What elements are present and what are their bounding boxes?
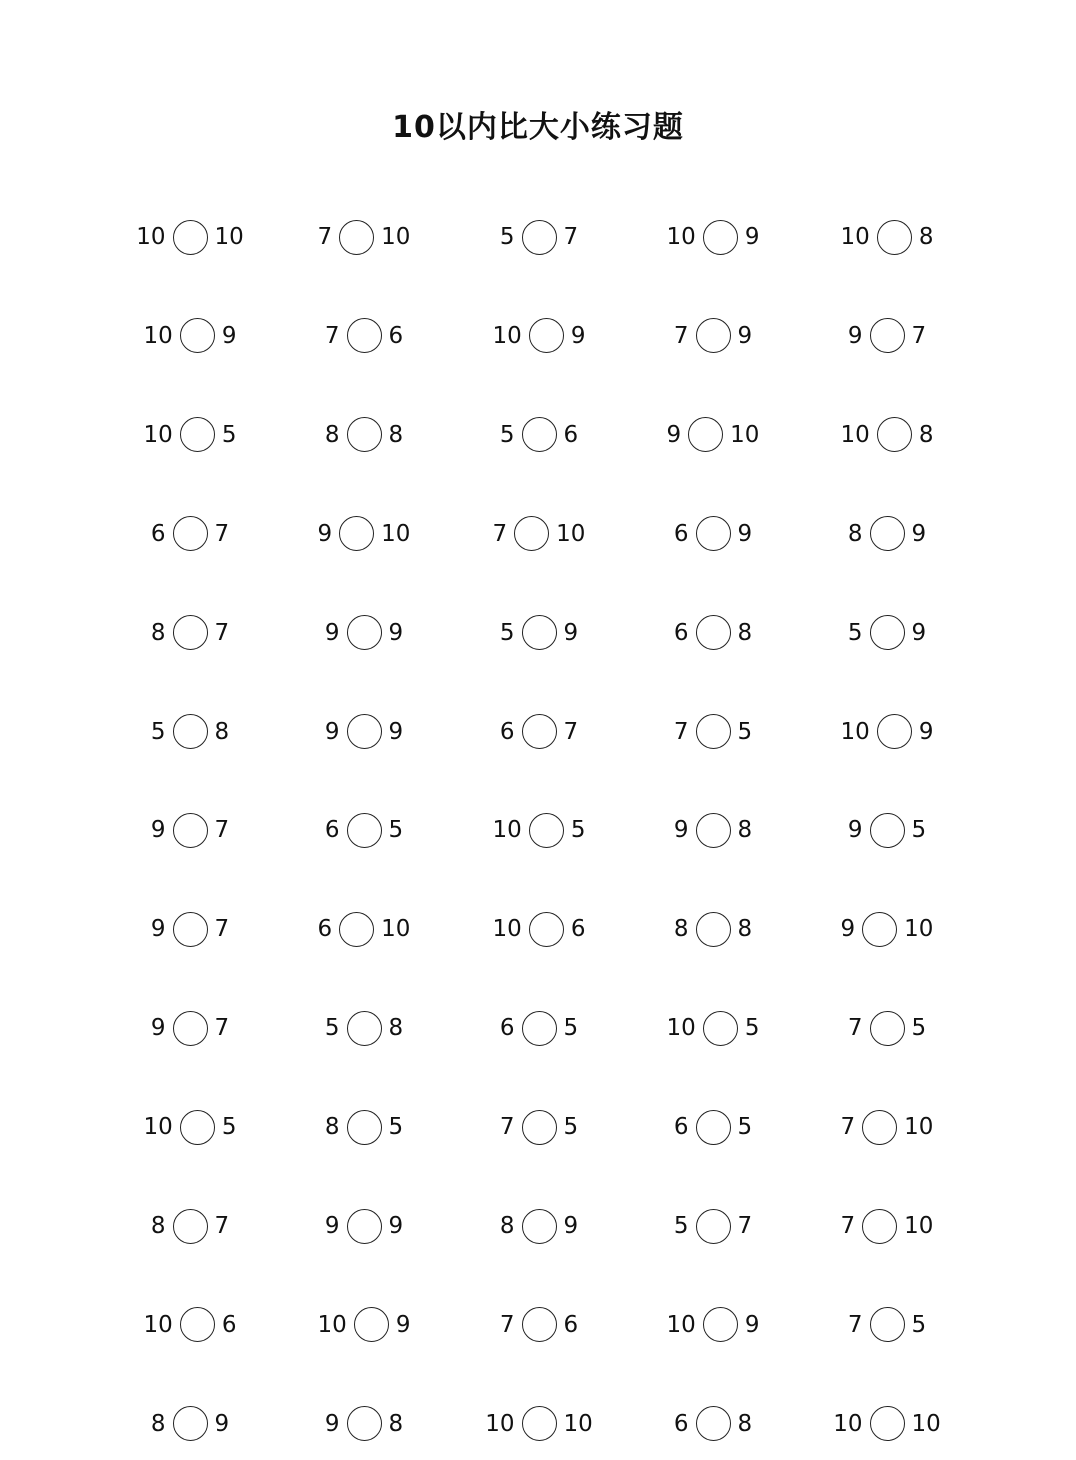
comparison-problem bbox=[802, 712, 972, 752]
answer-circle[interactable] bbox=[877, 714, 912, 749]
comparison-problem bbox=[454, 909, 624, 949]
answer-circle[interactable] bbox=[347, 615, 382, 650]
answer-circle[interactable] bbox=[877, 417, 912, 452]
comparison-problem bbox=[279, 217, 449, 257]
left-number: 7 bbox=[499, 1114, 515, 1141]
comparison-problem bbox=[802, 415, 972, 455]
right-number: 6 bbox=[563, 421, 579, 448]
right-number: 10 bbox=[214, 224, 244, 250]
answer-circle[interactable] bbox=[870, 1406, 905, 1441]
comparison-problem bbox=[802, 1107, 972, 1147]
left-number: 6 bbox=[317, 916, 333, 943]
answer-circle[interactable] bbox=[522, 1406, 557, 1441]
right-number: 5 bbox=[570, 817, 586, 844]
left-number: 9 bbox=[673, 817, 689, 844]
right-number: 9 bbox=[388, 619, 404, 646]
comparison-problem bbox=[628, 909, 798, 949]
comparison-problem bbox=[454, 217, 624, 257]
left-number: 8 bbox=[673, 916, 689, 943]
left-number: 10 bbox=[666, 1311, 696, 1338]
answer-circle[interactable] bbox=[703, 220, 738, 255]
worksheet-title: 10以内比大小练习题 bbox=[392, 110, 684, 145]
answer-circle[interactable] bbox=[173, 1209, 208, 1244]
right-number: 8 bbox=[388, 1410, 404, 1437]
right-number: 5 bbox=[221, 1114, 237, 1141]
answer-circle[interactable] bbox=[870, 813, 905, 848]
comparison-problem bbox=[628, 514, 798, 554]
left-number: 9 bbox=[150, 916, 166, 943]
comparison-problem bbox=[454, 613, 624, 653]
left-number: 5 bbox=[499, 224, 515, 250]
right-number: 9 bbox=[744, 1311, 760, 1338]
right-number: 9 bbox=[911, 619, 927, 646]
answer-circle[interactable] bbox=[696, 615, 731, 650]
left-number: 7 bbox=[840, 1213, 856, 1239]
left-number: 10 bbox=[136, 224, 166, 250]
comparison-problem bbox=[454, 1107, 624, 1147]
comparison-problem bbox=[279, 514, 449, 554]
comparison-problem bbox=[279, 1206, 449, 1246]
right-number: 8 bbox=[918, 224, 934, 250]
comparison-problem bbox=[628, 217, 798, 257]
comparison-problem bbox=[279, 613, 449, 653]
comparison-problem bbox=[105, 217, 275, 257]
comparison-problem bbox=[802, 316, 972, 356]
comparison-problem bbox=[279, 712, 449, 752]
left-number: 6 bbox=[673, 1410, 689, 1437]
left-number: 10 bbox=[143, 322, 173, 349]
right-number: 7 bbox=[214, 817, 230, 844]
right-number: 9 bbox=[395, 1311, 411, 1338]
comparison-problem bbox=[628, 712, 798, 752]
right-number: 5 bbox=[911, 817, 927, 844]
answer-circle[interactable] bbox=[522, 714, 557, 749]
left-number: 6 bbox=[324, 817, 340, 844]
right-number: 10 bbox=[556, 520, 586, 547]
answer-circle[interactable] bbox=[696, 912, 731, 947]
right-number: 7 bbox=[214, 619, 230, 646]
comparison-problem bbox=[279, 1404, 449, 1444]
left-number: 10 bbox=[143, 1114, 173, 1141]
left-number: 10 bbox=[492, 322, 522, 349]
left-number: 7 bbox=[673, 718, 689, 745]
comparison-problem bbox=[628, 415, 798, 455]
answer-circle[interactable] bbox=[696, 714, 731, 749]
left-number: 8 bbox=[847, 520, 863, 547]
answer-circle[interactable] bbox=[870, 1307, 905, 1342]
answer-circle[interactable] bbox=[529, 813, 564, 848]
comparison-problem bbox=[454, 514, 624, 554]
right-number: 9 bbox=[563, 1213, 579, 1239]
right-number: 5 bbox=[388, 1114, 404, 1141]
comparison-problem bbox=[105, 712, 275, 752]
comparison-problem bbox=[105, 613, 275, 653]
answer-circle[interactable] bbox=[173, 220, 208, 255]
comparison-problem bbox=[628, 316, 798, 356]
left-number: 10 bbox=[666, 224, 696, 250]
answer-circle[interactable] bbox=[522, 615, 557, 650]
comparison-problem bbox=[628, 1305, 798, 1345]
left-number: 8 bbox=[150, 1410, 166, 1437]
right-number: 10 bbox=[563, 1410, 593, 1437]
comparison-problem bbox=[802, 909, 972, 949]
comparison-problem bbox=[454, 810, 624, 850]
right-number: 5 bbox=[563, 1114, 579, 1141]
answer-circle[interactable] bbox=[514, 516, 549, 551]
answer-circle[interactable] bbox=[347, 714, 382, 749]
left-number: 7 bbox=[847, 1311, 863, 1338]
answer-circle[interactable] bbox=[354, 1307, 389, 1342]
left-number: 7 bbox=[324, 322, 340, 349]
right-number: 8 bbox=[388, 421, 404, 448]
left-number: 8 bbox=[324, 421, 340, 448]
answer-circle[interactable] bbox=[703, 1011, 738, 1046]
left-number: 6 bbox=[150, 520, 166, 547]
answer-circle[interactable] bbox=[173, 912, 208, 947]
comparison-problem bbox=[802, 1305, 972, 1345]
answer-circle[interactable] bbox=[339, 220, 374, 255]
right-number: 10 bbox=[904, 916, 934, 943]
left-number: 6 bbox=[673, 619, 689, 646]
answer-circle[interactable] bbox=[347, 318, 382, 353]
right-number: 10 bbox=[911, 1410, 941, 1437]
right-number: 7 bbox=[214, 1015, 230, 1042]
right-number: 9 bbox=[570, 322, 586, 349]
right-number: 7 bbox=[563, 224, 579, 250]
answer-circle[interactable] bbox=[339, 912, 374, 947]
answer-circle[interactable] bbox=[870, 615, 905, 650]
left-number: 9 bbox=[324, 1213, 340, 1239]
answer-circle[interactable] bbox=[173, 714, 208, 749]
comparison-problem bbox=[279, 1008, 449, 1048]
answer-circle[interactable] bbox=[180, 318, 215, 353]
left-number: 8 bbox=[324, 1114, 340, 1141]
left-number: 9 bbox=[150, 817, 166, 844]
answer-circle[interactable] bbox=[522, 1011, 557, 1046]
comparison-problem bbox=[105, 1206, 275, 1246]
left-number: 9 bbox=[847, 817, 863, 844]
right-number: 7 bbox=[214, 520, 230, 547]
answer-circle[interactable] bbox=[347, 1209, 382, 1244]
left-number: 10 bbox=[143, 421, 173, 448]
right-number: 5 bbox=[911, 1015, 927, 1042]
comparison-problem bbox=[628, 810, 798, 850]
right-number: 9 bbox=[563, 619, 579, 646]
right-number: 7 bbox=[214, 1213, 230, 1239]
right-number: 8 bbox=[388, 1015, 404, 1042]
answer-circle[interactable] bbox=[173, 813, 208, 848]
comparison-problem bbox=[454, 1404, 624, 1444]
right-number: 9 bbox=[737, 322, 753, 349]
answer-circle[interactable] bbox=[696, 318, 731, 353]
left-number: 9 bbox=[324, 1410, 340, 1437]
left-number: 6 bbox=[499, 718, 515, 745]
left-number: 7 bbox=[840, 1114, 856, 1141]
answer-circle[interactable] bbox=[696, 1406, 731, 1441]
right-number: 9 bbox=[388, 718, 404, 745]
comparison-problem bbox=[628, 1107, 798, 1147]
answer-circle[interactable] bbox=[696, 813, 731, 848]
answer-circle[interactable] bbox=[529, 318, 564, 353]
answer-circle[interactable] bbox=[173, 1011, 208, 1046]
comparison-problem bbox=[454, 712, 624, 752]
comparison-problem bbox=[628, 1404, 798, 1444]
right-number: 5 bbox=[737, 718, 753, 745]
right-number: 10 bbox=[904, 1213, 934, 1239]
comparison-problem bbox=[454, 415, 624, 455]
left-number: 6 bbox=[499, 1015, 515, 1042]
right-number: 10 bbox=[381, 916, 411, 943]
answer-circle[interactable] bbox=[529, 912, 564, 947]
left-number: 5 bbox=[499, 619, 515, 646]
right-number: 10 bbox=[381, 520, 411, 547]
right-number: 5 bbox=[744, 1015, 760, 1042]
answer-circle[interactable] bbox=[180, 1307, 215, 1342]
right-number: 8 bbox=[214, 718, 230, 745]
comparison-problem bbox=[279, 1305, 449, 1345]
answer-circle[interactable] bbox=[870, 516, 905, 551]
right-number: 9 bbox=[911, 520, 927, 547]
comparison-problem bbox=[454, 1008, 624, 1048]
comparison-problem bbox=[105, 1305, 275, 1345]
right-number: 9 bbox=[918, 718, 934, 745]
comparison-problem bbox=[802, 613, 972, 653]
answer-circle[interactable] bbox=[347, 1011, 382, 1046]
answer-circle[interactable] bbox=[522, 1110, 557, 1145]
comparison-problem bbox=[105, 514, 275, 554]
left-number: 8 bbox=[150, 619, 166, 646]
comparison-problem bbox=[279, 316, 449, 356]
comparison-problem bbox=[454, 1305, 624, 1345]
right-number: 8 bbox=[918, 421, 934, 448]
answer-circle[interactable] bbox=[870, 1011, 905, 1046]
answer-circle[interactable] bbox=[347, 417, 382, 452]
comparison-problem bbox=[105, 1008, 275, 1048]
left-number: 9 bbox=[324, 619, 340, 646]
answer-circle[interactable] bbox=[173, 516, 208, 551]
left-number: 5 bbox=[324, 1015, 340, 1042]
left-number: 10 bbox=[666, 1015, 696, 1042]
right-number: 10 bbox=[730, 421, 760, 448]
left-number: 9 bbox=[847, 322, 863, 349]
answer-circle[interactable] bbox=[347, 1110, 382, 1145]
answer-circle[interactable] bbox=[862, 912, 897, 947]
left-number: 5 bbox=[847, 619, 863, 646]
left-number: 6 bbox=[673, 1114, 689, 1141]
right-number: 9 bbox=[214, 1410, 230, 1437]
comparison-problem bbox=[802, 514, 972, 554]
comparison-problem bbox=[454, 1206, 624, 1246]
right-number: 6 bbox=[388, 322, 404, 349]
answer-circle[interactable] bbox=[696, 1209, 731, 1244]
left-number: 10 bbox=[840, 421, 870, 448]
comparison-problem bbox=[802, 1404, 972, 1444]
right-number: 7 bbox=[214, 916, 230, 943]
answer-circle[interactable] bbox=[522, 1307, 557, 1342]
answer-circle[interactable] bbox=[522, 417, 557, 452]
right-number: 5 bbox=[221, 421, 237, 448]
comparison-problem bbox=[279, 415, 449, 455]
answer-circle[interactable] bbox=[347, 813, 382, 848]
left-number: 10 bbox=[840, 224, 870, 250]
left-number: 9 bbox=[150, 1015, 166, 1042]
right-number: 9 bbox=[388, 1213, 404, 1239]
left-number: 9 bbox=[840, 916, 856, 943]
right-number: 5 bbox=[911, 1311, 927, 1338]
comparison-problem bbox=[105, 1107, 275, 1147]
right-number: 7 bbox=[737, 1213, 753, 1239]
left-number: 10 bbox=[840, 718, 870, 745]
right-number: 8 bbox=[737, 916, 753, 943]
comparison-problem bbox=[279, 909, 449, 949]
left-number: 8 bbox=[150, 1213, 166, 1239]
answer-circle[interactable] bbox=[173, 615, 208, 650]
answer-circle[interactable] bbox=[339, 516, 374, 551]
answer-circle[interactable] bbox=[180, 1110, 215, 1145]
answer-circle[interactable] bbox=[696, 1110, 731, 1145]
left-number: 10 bbox=[492, 916, 522, 943]
right-number: 8 bbox=[737, 817, 753, 844]
comparison-problem bbox=[279, 1107, 449, 1147]
answer-circle[interactable] bbox=[870, 318, 905, 353]
comparison-problem bbox=[105, 909, 275, 949]
right-number: 7 bbox=[563, 718, 579, 745]
right-number: 5 bbox=[737, 1114, 753, 1141]
comparison-problem bbox=[105, 810, 275, 850]
right-number: 5 bbox=[563, 1015, 579, 1042]
comparison-problem bbox=[802, 1008, 972, 1048]
left-number: 9 bbox=[666, 421, 682, 448]
comparison-problem bbox=[802, 810, 972, 850]
answer-circle[interactable] bbox=[522, 1209, 557, 1244]
answer-circle[interactable] bbox=[522, 220, 557, 255]
right-number: 6 bbox=[563, 1311, 579, 1338]
comparison-problem bbox=[628, 1206, 798, 1246]
left-number: 7 bbox=[673, 322, 689, 349]
left-number: 5 bbox=[499, 421, 515, 448]
left-number: 7 bbox=[492, 520, 508, 547]
answer-circle[interactable] bbox=[862, 1110, 897, 1145]
right-number: 9 bbox=[737, 520, 753, 547]
left-number: 7 bbox=[317, 224, 333, 250]
left-number: 10 bbox=[833, 1410, 863, 1437]
left-number: 10 bbox=[317, 1311, 347, 1338]
answer-circle[interactable] bbox=[703, 1307, 738, 1342]
answer-circle[interactable] bbox=[688, 417, 723, 452]
comparison-problem bbox=[105, 316, 275, 356]
right-number: 6 bbox=[221, 1311, 237, 1338]
left-number: 9 bbox=[324, 718, 340, 745]
left-number: 7 bbox=[499, 1311, 515, 1338]
comparison-problem bbox=[105, 415, 275, 455]
left-number: 5 bbox=[150, 718, 166, 745]
right-number: 8 bbox=[737, 1410, 753, 1437]
left-number: 10 bbox=[492, 817, 522, 844]
left-number: 10 bbox=[485, 1410, 515, 1437]
comparison-problem bbox=[628, 613, 798, 653]
answer-circle[interactable] bbox=[877, 220, 912, 255]
comparison-problem bbox=[279, 810, 449, 850]
left-number: 10 bbox=[143, 1311, 173, 1338]
left-number: 7 bbox=[847, 1015, 863, 1042]
right-number: 8 bbox=[737, 619, 753, 646]
right-number: 5 bbox=[388, 817, 404, 844]
left-number: 6 bbox=[673, 520, 689, 547]
comparison-problem bbox=[628, 1008, 798, 1048]
right-number: 10 bbox=[381, 224, 411, 250]
answer-circle[interactable] bbox=[347, 1406, 382, 1441]
comparison-problem bbox=[802, 1206, 972, 1246]
right-number: 6 bbox=[570, 916, 586, 943]
left-number: 8 bbox=[499, 1213, 515, 1239]
answer-circle[interactable] bbox=[180, 417, 215, 452]
right-number: 10 bbox=[904, 1114, 934, 1141]
left-number: 9 bbox=[317, 520, 333, 547]
answer-circle[interactable] bbox=[696, 516, 731, 551]
comparison-problem bbox=[454, 316, 624, 356]
left-number: 5 bbox=[673, 1213, 689, 1239]
answer-circle[interactable] bbox=[862, 1209, 897, 1244]
answer-circle[interactable] bbox=[173, 1406, 208, 1441]
comparison-problem bbox=[105, 1404, 275, 1444]
right-number: 7 bbox=[911, 322, 927, 349]
right-number: 9 bbox=[744, 224, 760, 250]
comparison-problem bbox=[802, 217, 972, 257]
right-number: 9 bbox=[221, 322, 237, 349]
